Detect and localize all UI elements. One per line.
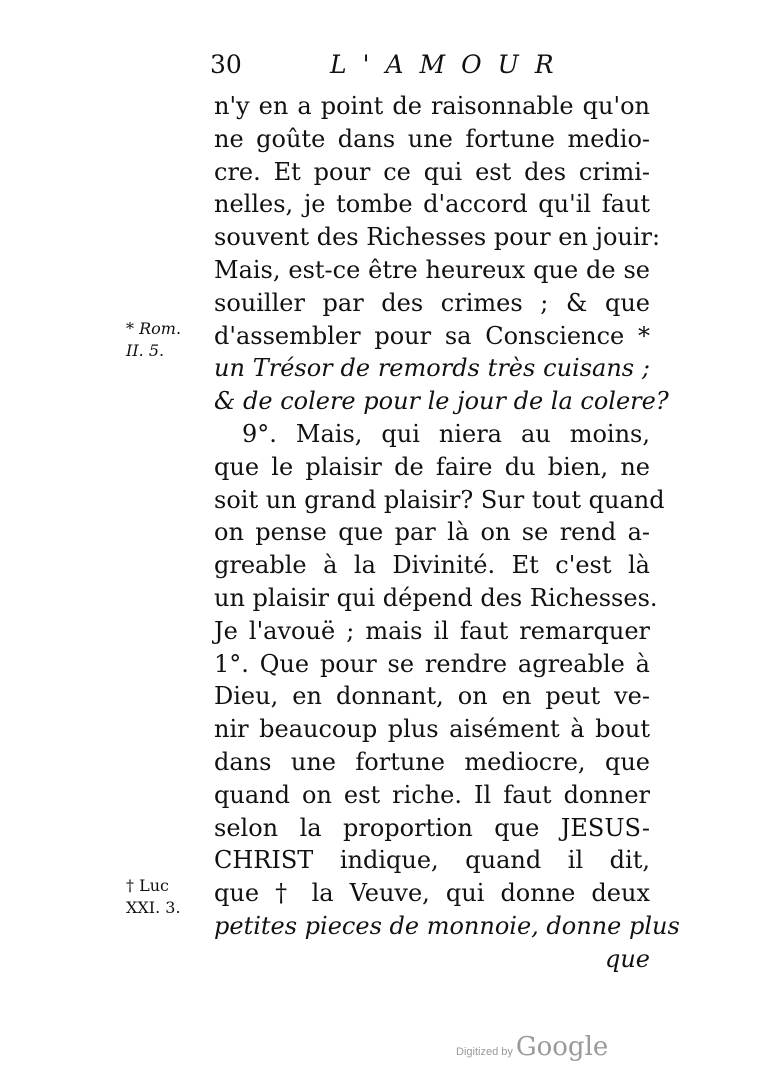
text-line: que le plaisir de faire du bien, ne (214, 452, 650, 481)
text-line: & de colere pour le jour de la colere? (214, 387, 669, 416)
text-line: un Trésor de remords très cuisans ; (214, 354, 650, 383)
text-line: un plaisir qui dépend des Richesses. (214, 583, 658, 612)
google-logo: Google (515, 1032, 609, 1062)
text-line: 1°. Que pour se rendre agreable à (214, 649, 650, 678)
text-line: nir beaucoup plus aisément à bout (214, 715, 650, 744)
text-line: greable à la Divinité. Et c'est là (214, 551, 650, 580)
text-line: CHRIST indique, quand il dit, (214, 846, 650, 875)
text-line: quand on est riche. Il faut donner (214, 780, 650, 809)
margin-note-rom (126, 318, 206, 362)
text-line: selon la proportion que JESUS- (214, 813, 650, 842)
page-number: 30 (210, 50, 242, 79)
text-line: Dieu, en donnant, on en peut ve- (214, 682, 650, 711)
page-header (210, 50, 650, 86)
text-line: nelles, je tombe d'accord qu'il faut (214, 190, 650, 219)
text-line: dans une fortune mediocre, que (214, 747, 650, 776)
running-title: L'AMOUR (330, 50, 570, 79)
text-line: Mais, est-ce être heureux que de se (214, 255, 650, 284)
catchword: que (604, 944, 650, 973)
margin-note-line: XXI. 3. (126, 898, 181, 917)
text-line: Je l'avouë ; mais il faut remarquer (214, 616, 650, 645)
text-line: souvent des Richesses pour en jouir: (214, 223, 661, 252)
margin-note-luc (126, 875, 206, 919)
text-line: ne goûte dans une fortune medio- (214, 124, 650, 153)
text-line: on pense que par là on se rend a- (214, 518, 650, 547)
text-line: petites pieces de monnoie, donne plus (214, 911, 680, 940)
text-line: n'y en a point de raisonnable qu'on (214, 92, 650, 120)
digitized-footer (456, 1032, 608, 1062)
digitized-by-label: Digitized by (456, 1046, 513, 1058)
text-line: 9°. Mais, qui niera au moins, (242, 419, 650, 448)
text-line: que † la Veuve, qui donne deux (214, 879, 650, 908)
text-line: soit un grand plaisir? Sur tout quand (214, 485, 665, 514)
text-line: cre. Et pour ce qui est des crimi- (214, 157, 650, 186)
text-line: souiller par des crimes ; & que (214, 288, 650, 317)
body-text (214, 90, 680, 976)
margin-note-line: † Luc (126, 876, 169, 895)
margin-note-line: * Rom. (126, 319, 182, 338)
margin-note-line: II. 5. (126, 341, 165, 360)
text-line: d'assembler pour sa Conscience * (214, 321, 650, 350)
